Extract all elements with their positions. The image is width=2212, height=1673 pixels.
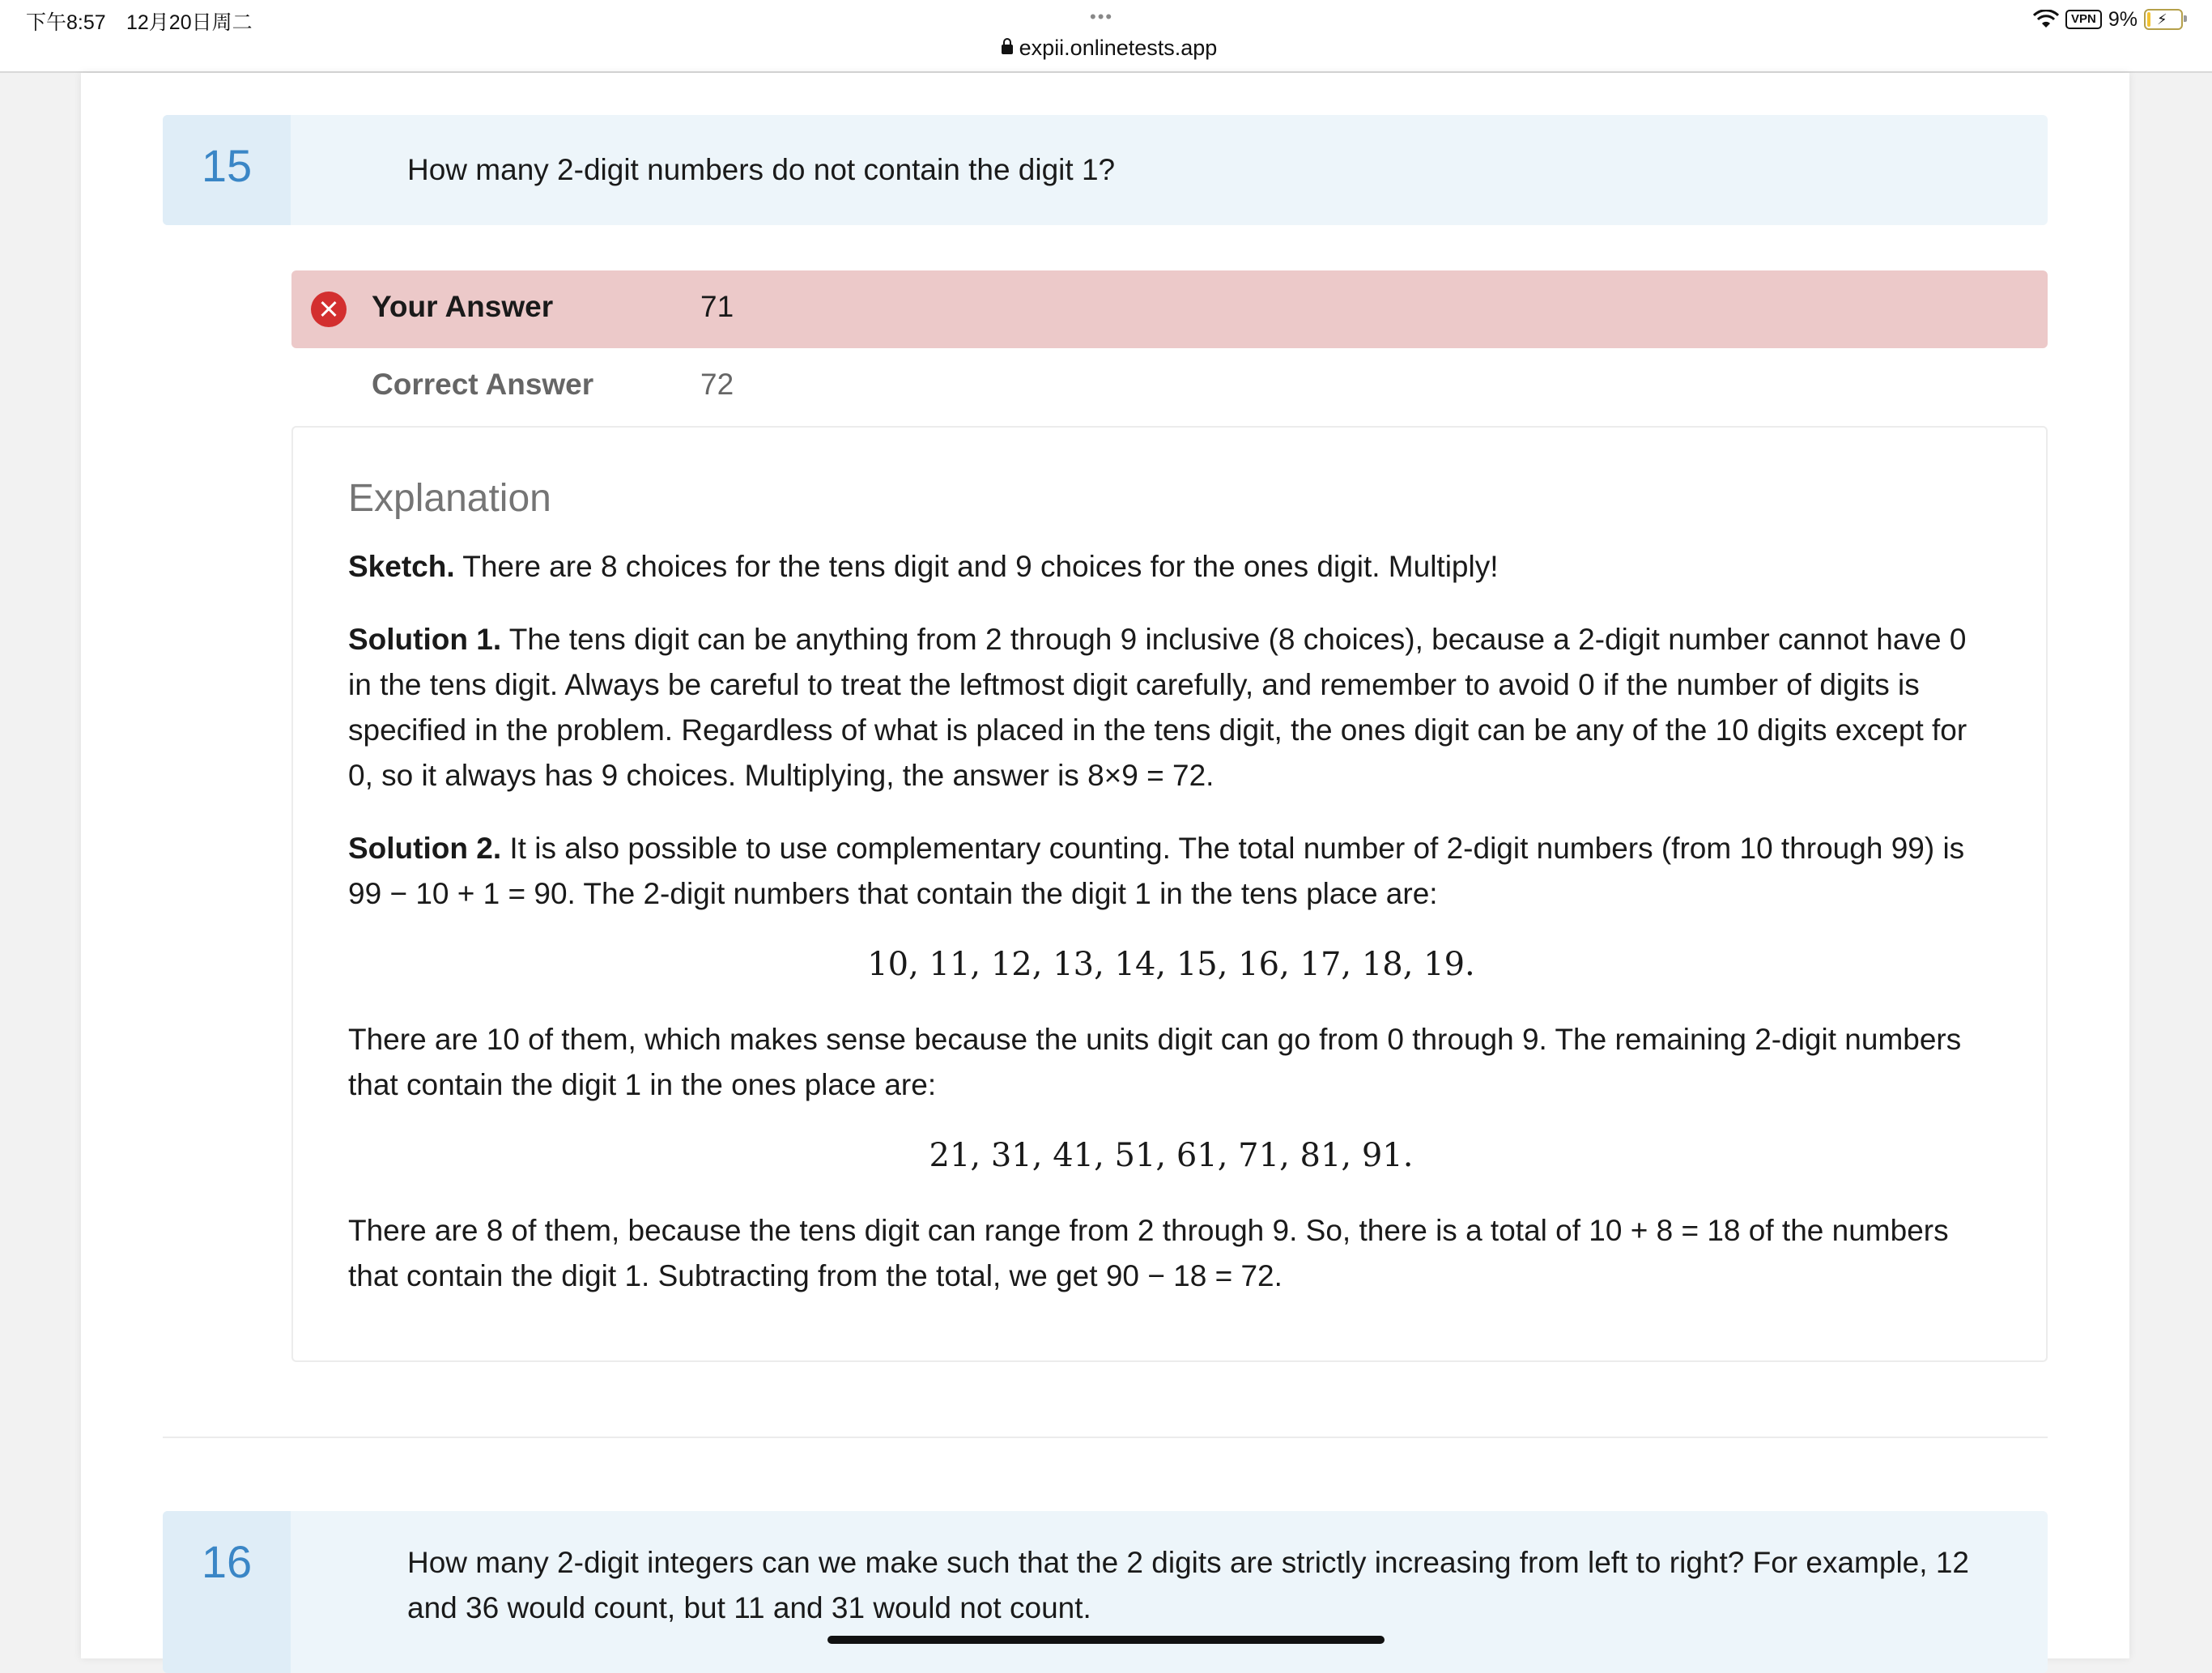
question-15-header: [163, 115, 2048, 225]
question-number: 15: [201, 140, 253, 191]
correct-answer-label: Correct Answer: [372, 368, 594, 401]
home-indicator[interactable]: [827, 1636, 1385, 1644]
solution-1-label: Solution 1.: [348, 623, 502, 656]
paragraph-4: There are 8 of them, because the tens digit can range from 2 through 9. So, there is a total of 10 + 8 = 18 of the numbers that contain the digit 1. Subtracting from the total, we get 90 − 18 = 72.: [348, 1214, 1949, 1292]
wifi-icon: [2033, 10, 2059, 29]
solution-2-label: Solution 2.: [348, 832, 502, 865]
question-text: How many 2-digit numbers do not contain the digit 1?: [407, 153, 1116, 186]
page-content: [81, 73, 2129, 1658]
paragraph-3: There are 10 of them, which makes sense because the units digit can go from 0 through 9. The remaining 2-digit numbers that contain the digit 1 in the ones place are:: [348, 1023, 1962, 1101]
battery-percent: 9%: [2108, 7, 2138, 31]
solution-2-text: It is also possible to use complementary counting. The total number of 2-digit numbers (from 10 through 99) is 99 − 10 + 1 = 90. The 2-digit numbers that contain the digit 1 in the tens place are:: [348, 832, 1965, 910]
your-answer-value: 71: [700, 290, 734, 323]
ones-place-list: 21, 31, 41, 51, 61, 71, 81, 91.: [929, 1137, 1414, 1174]
explanation-panel: [291, 426, 2048, 1362]
status-time: 下午8:57: [26, 11, 106, 34]
solution-1-paragraph: [348, 617, 1984, 798]
question-number-box: [163, 1511, 291, 1673]
section-divider: [163, 1437, 2048, 1438]
address-bar[interactable]: [996, 36, 1223, 61]
status-bar: [0, 0, 2212, 73]
sketch-paragraph: [348, 544, 1984, 590]
explanation-title: Explanation: [348, 477, 551, 520]
status-date: 12月20日周二: [126, 11, 253, 34]
solution-2-paragraph: [348, 826, 1984, 917]
tens-place-list: 10, 11, 12, 13, 14, 15, 16, 17, 18, 19.: [867, 946, 1475, 983]
question-number-box: [163, 115, 291, 225]
question-16-header: [163, 1511, 2048, 1673]
your-answer-row: [291, 270, 2048, 348]
sketch-text: There are 8 choices for the tens digit and 9 choices for the ones digit. Multiply!: [462, 550, 1499, 583]
question-number: 16: [201, 1536, 253, 1587]
question-text: How many 2-digit integers can we make such that the 2 digits are strictly increasing from left to right? For example, 12 and 36 would count, but 11 and 31 would not count.: [407, 1546, 1969, 1624]
correct-answer-row: [291, 348, 2048, 426]
incorrect-icon: [311, 292, 347, 327]
vpn-badge: VPN: [2065, 10, 2102, 29]
more-dots-icon[interactable]: •••: [1090, 6, 1114, 27]
lock-icon: [1002, 45, 1013, 54]
your-answer-label: Your Answer: [372, 290, 554, 323]
url-text: expii.onlinetests.app: [1019, 36, 1218, 60]
status-indicators: [2033, 5, 2183, 34]
battery-icon: ⚡: [2144, 9, 2183, 30]
sketch-label: Sketch.: [348, 550, 455, 583]
correct-answer-value: 72: [700, 368, 734, 401]
solution-1-text: The tens digit can be anything from 2 through 9 inclusive (8 choices), because a 2-digit number cannot have 0 in the tens digit. Always be careful to treat the leftmost digit carefully, and remember to avoid 0 if the number of digits is specified in the problem. Regardless of what is placed in the tens digit, the ones digit can be any of the 10 digits except for 0, so it always has 9 choices. Multiplying, the answer is 8×9 = 72.: [348, 623, 1967, 792]
